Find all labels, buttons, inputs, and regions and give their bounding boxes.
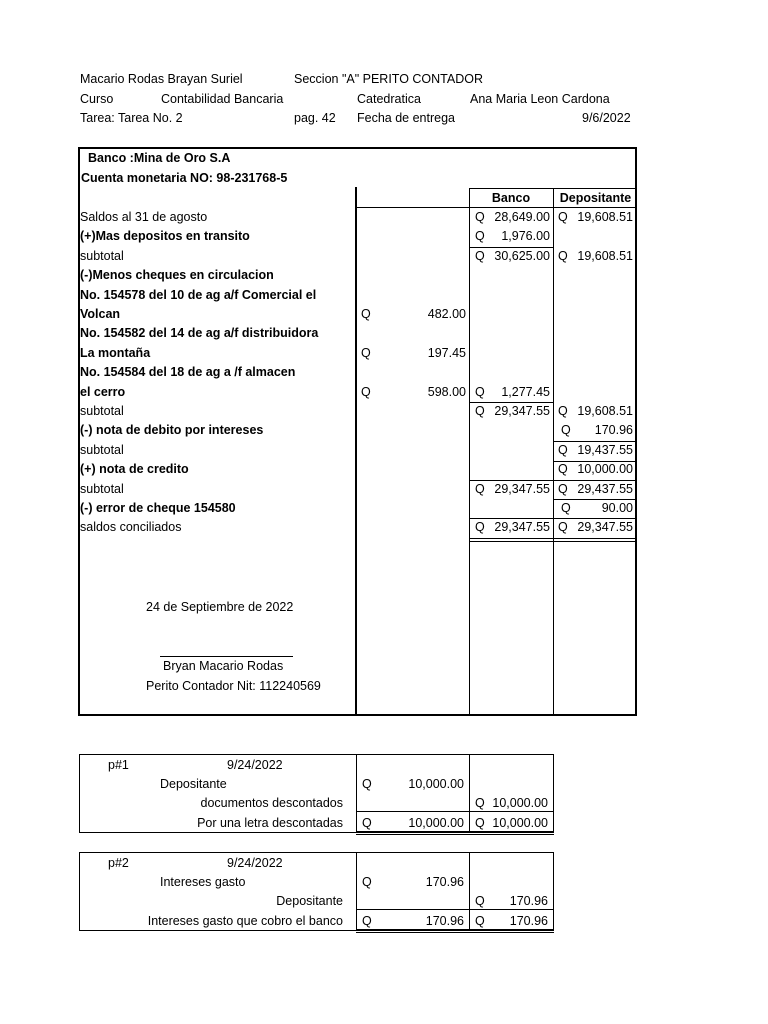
depositor-amount: 170.96 — [594, 423, 633, 437]
currency-symbol: Q — [558, 210, 568, 224]
total-debit: 10,000.00 — [408, 816, 464, 830]
credit-account: documentos descontados — [200, 796, 343, 810]
depositor-amount: 19,608.51 — [577, 404, 633, 418]
currency-symbol: Q — [475, 404, 485, 418]
row-label: No. 154584 del 18 de ag a /f almacen — [80, 365, 296, 379]
bank-amount: 1,277.45 — [501, 385, 550, 399]
row-label: (-) nota de debito por intereses — [80, 423, 264, 437]
credit-column-line — [469, 852, 470, 931]
total-line — [554, 499, 636, 500]
bank-amount: 29,347.55 — [494, 404, 550, 418]
row-label: Saldos al 31 de agosto — [80, 210, 208, 224]
currency-symbol: Q — [561, 423, 571, 437]
total-line — [469, 538, 636, 539]
column-header-bank: Banco — [491, 191, 531, 205]
total-line — [469, 402, 553, 403]
debit-amount: 170.96 — [425, 875, 464, 889]
total-credit: 10,000.00 — [492, 816, 548, 830]
task-label: Tarea: Tarea No. 2 — [80, 111, 183, 125]
entry-date: 9/24/2022 — [227, 856, 283, 870]
row-label: (-) error de cheque 154580 — [80, 501, 236, 515]
detail-amount: 197.45 — [427, 346, 466, 360]
signature-line — [160, 656, 293, 657]
currency-symbol: Q — [361, 307, 371, 321]
bank-name: Banco :Mina de Oro S.A — [88, 151, 231, 165]
bank-amount: 30,625.00 — [494, 249, 550, 263]
currency-symbol: Q — [475, 816, 485, 830]
total-line — [554, 461, 636, 462]
detail-amount: 598.00 — [427, 385, 466, 399]
debit-account: Depositante — [160, 777, 227, 791]
row-label: La montaña — [80, 346, 151, 360]
currency-symbol: Q — [475, 249, 485, 263]
currency-symbol: Q — [558, 404, 568, 418]
currency-symbol: Q — [361, 346, 371, 360]
course-name: Contabilidad Bancaria — [161, 92, 284, 106]
total-double-line — [469, 541, 636, 542]
debit-column-line — [356, 852, 357, 931]
course-label: Curso — [80, 92, 114, 106]
bank-amount: 29,347.55 — [494, 520, 550, 534]
credit-amount: 10,000.00 — [492, 796, 548, 810]
total-line — [469, 518, 636, 519]
student-name: Macario Rodas Brayan Suriel — [80, 72, 243, 86]
total-line — [356, 929, 554, 930]
due-label: Fecha de entrega — [357, 111, 455, 125]
debit-column-line — [356, 754, 357, 833]
depositor-amount: 29,437.55 — [577, 482, 633, 496]
bank-amount: 29,347.55 — [494, 482, 550, 496]
detail-amount: 482.00 — [427, 307, 466, 321]
currency-symbol: Q — [475, 914, 485, 928]
entry-number: p#1 — [108, 758, 129, 772]
entry-description: Por una letra descontadas — [197, 816, 343, 830]
row-label: el cerro — [80, 385, 126, 399]
signer-name: Bryan Macario Rodas — [163, 659, 284, 673]
column-divider-depositor — [553, 188, 554, 715]
row-label: No. 154578 del 10 de ag a/f Comercial el — [80, 288, 317, 302]
depositor-amount: 29,347.55 — [577, 520, 633, 534]
currency-symbol: Q — [558, 249, 568, 263]
depositor-amount: 10,000.00 — [577, 462, 633, 476]
total-line — [469, 247, 553, 248]
currency-symbol: Q — [362, 914, 372, 928]
bank-amount: 1,976.00 — [501, 229, 550, 243]
column-divider-bank — [469, 188, 470, 715]
total-credit: 170.96 — [509, 914, 548, 928]
currency-symbol: Q — [558, 443, 568, 457]
due-date: 9/6/2022 — [582, 111, 631, 125]
depositor-amount: 90.00 — [601, 501, 633, 515]
teacher-label: Catedratica — [357, 92, 421, 106]
page-ref: pag. 42 — [294, 111, 336, 125]
entry-description: Intereses gasto que cobro el banco — [147, 914, 343, 928]
currency-symbol: Q — [475, 520, 485, 534]
depositor-amount: 19,608.51 — [577, 249, 633, 263]
signer-title: Perito Contador Nit: 112240569 — [146, 679, 321, 693]
debit-account: Intereses gasto — [160, 875, 246, 889]
total-double-line — [356, 932, 554, 933]
row-label: (-)Menos cheques en circulacion — [80, 268, 274, 282]
total-double-line — [356, 834, 554, 835]
currency-symbol: Q — [558, 520, 568, 534]
column-divider-detail — [355, 187, 357, 715]
bank-amount: 28,649.00 — [494, 210, 550, 224]
total-line — [554, 441, 636, 442]
signature-date: 24 de Septiembre de 2022 — [146, 600, 294, 614]
teacher-name: Ana Maria Leon Cardona — [470, 92, 610, 106]
row-label: subtotal — [80, 249, 124, 263]
currency-symbol: Q — [362, 777, 372, 791]
entry-number: p#2 — [108, 856, 129, 870]
total-line — [469, 480, 636, 481]
currency-symbol: Q — [475, 482, 485, 496]
currency-symbol: Q — [558, 482, 568, 496]
total-debit: 170.96 — [425, 914, 464, 928]
depositor-amount: 19,608.51 — [577, 210, 633, 224]
row-label: subtotal — [80, 482, 124, 496]
debit-amount: 10,000.00 — [408, 777, 464, 791]
row-label: subtotal — [80, 404, 124, 418]
currency-symbol: Q — [475, 229, 485, 243]
column-header-depositor: Depositante — [559, 191, 632, 205]
currency-symbol: Q — [558, 462, 568, 476]
currency-symbol: Q — [475, 796, 485, 810]
section-label: Seccion "A" PERITO CONTADOR — [294, 72, 484, 86]
currency-symbol: Q — [475, 385, 485, 399]
entry-date: 9/24/2022 — [227, 758, 283, 772]
row-label: saldos conciliados — [80, 520, 182, 534]
account-number: Cuenta monetaria NO: 98-231768-5 — [81, 171, 288, 185]
credit-amount: 170.96 — [509, 894, 548, 908]
row-label: Volcan — [80, 307, 121, 321]
row-label: (+)Mas depositos en transito — [80, 229, 250, 243]
row-label: subtotal — [80, 443, 124, 457]
currency-symbol: Q — [362, 816, 372, 830]
currency-symbol: Q — [475, 894, 485, 908]
total-line — [356, 811, 554, 812]
currency-symbol: Q — [475, 210, 485, 224]
row-label: No. 154582 del 14 de ag a/f distribuidora — [80, 326, 319, 340]
total-line — [356, 909, 554, 910]
credit-column-line — [469, 754, 470, 833]
currency-symbol: Q — [361, 385, 371, 399]
currency-symbol: Q — [561, 501, 571, 515]
depositor-amount: 19,437.55 — [577, 443, 633, 457]
currency-symbol: Q — [362, 875, 372, 889]
credit-account: Depositante — [276, 894, 343, 908]
row-label: (+) nota de credito — [80, 462, 189, 476]
total-line — [356, 831, 554, 832]
